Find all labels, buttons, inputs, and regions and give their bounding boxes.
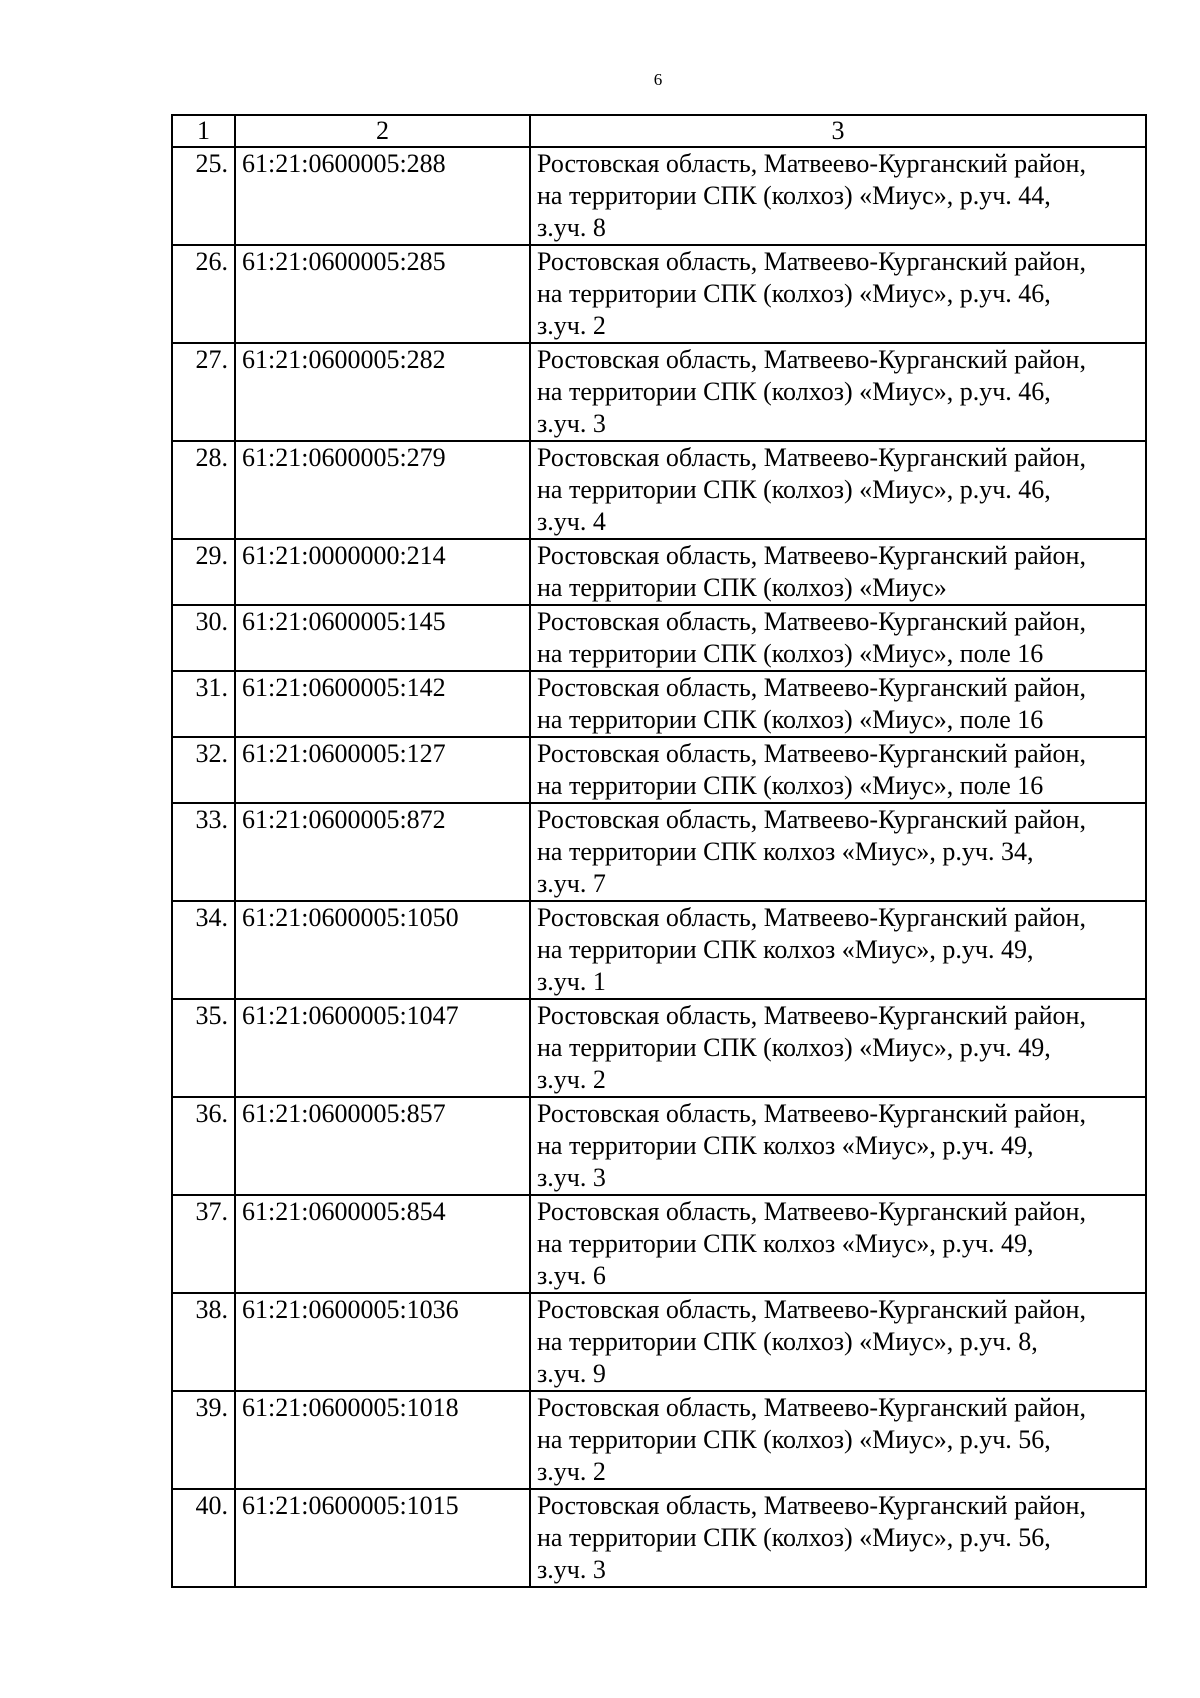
address-line: Ростовская область, Матвеево-Курганский район,	[537, 903, 1086, 932]
address-line: Ростовская область, Матвеево-Курганский район,	[537, 149, 1086, 178]
cadastral-number: 61:21:0600005:1036	[235, 1293, 530, 1391]
table-row	[172, 1195, 1146, 1293]
row-number: 29.	[172, 539, 235, 605]
row-number: 26.	[172, 245, 235, 343]
address-line: на территории СПК (колхоз) «Миус», р.уч. 44,	[537, 181, 1051, 210]
address-line: на территории СПК (колхоз) «Миус», р.уч. 46,	[537, 279, 1051, 308]
address-line: з.уч. 2	[537, 311, 606, 340]
address-line: на территории СПК колхоз «Миус», р.уч. 34,	[537, 837, 1034, 866]
address-cell	[530, 999, 1146, 1097]
column-header-1: 1	[172, 115, 235, 147]
cadastral-number: 61:21:0600005:127	[235, 737, 530, 803]
row-number: 27.	[172, 343, 235, 441]
column-header-3: 3	[530, 115, 1146, 147]
address-line: з.уч. 8	[537, 213, 606, 242]
address-cell	[530, 1097, 1146, 1195]
row-number: 36.	[172, 1097, 235, 1195]
address-cell	[530, 737, 1146, 803]
table-body	[172, 147, 1146, 1587]
cadastral-number: 61:21:0600005:872	[235, 803, 530, 901]
address-line: на территории СПК (колхоз) «Миус», р.уч. 56,	[537, 1425, 1051, 1454]
address-line: з.уч. 1	[537, 967, 606, 996]
table-row	[172, 245, 1146, 343]
cadastral-number: 61:21:0600005:1047	[235, 999, 530, 1097]
table-row	[172, 737, 1146, 803]
row-number: 39.	[172, 1391, 235, 1489]
row-number: 34.	[172, 901, 235, 999]
address-cell	[530, 147, 1146, 245]
address-line: на территории СПК (колхоз) «Миус», р.уч. 46,	[537, 377, 1051, 406]
address-line: з.уч. 3	[537, 1163, 606, 1192]
row-number: 31.	[172, 671, 235, 737]
page-number: 6	[653, 70, 663, 89]
address-cell	[530, 1293, 1146, 1391]
address-cell	[530, 671, 1146, 737]
table-row	[172, 671, 1146, 737]
row-number: 30.	[172, 605, 235, 671]
table-row	[172, 539, 1146, 605]
row-number: 25.	[172, 147, 235, 245]
address-line: Ростовская область, Матвеево-Курганский район,	[537, 805, 1086, 834]
table-row	[172, 1391, 1146, 1489]
address-line: з.уч. 3	[537, 1555, 606, 1584]
address-line: на территории СПК колхоз «Миус», р.уч. 49,	[537, 1229, 1034, 1258]
address-cell	[530, 1195, 1146, 1293]
address-cell	[530, 1489, 1146, 1587]
address-line: Ростовская область, Матвеево-Курганский район,	[537, 1491, 1086, 1520]
address-line: з.уч. 9	[537, 1359, 606, 1388]
address-cell	[530, 245, 1146, 343]
address-line: Ростовская область, Матвеево-Курганский район,	[537, 1099, 1086, 1128]
address-line: Ростовская область, Матвеево-Курганский район,	[537, 1393, 1086, 1422]
address-line: з.уч. 6	[537, 1261, 606, 1290]
address-line: Ростовская область, Матвеево-Курганский район,	[537, 247, 1086, 276]
row-number: 38.	[172, 1293, 235, 1391]
row-number: 32.	[172, 737, 235, 803]
cadastral-number: 61:21:0000000:214	[235, 539, 530, 605]
cadastral-number: 61:21:0600005:142	[235, 671, 530, 737]
row-number: 28.	[172, 441, 235, 539]
row-number: 37.	[172, 1195, 235, 1293]
row-number: 33.	[172, 803, 235, 901]
cadastral-number: 61:21:0600005:854	[235, 1195, 530, 1293]
table-row	[172, 1097, 1146, 1195]
row-number: 40.	[172, 1489, 235, 1587]
address-line: Ростовская область, Матвеево-Курганский район,	[537, 1001, 1086, 1030]
address-line: Ростовская область, Матвеево-Курганский район,	[537, 1295, 1086, 1324]
address-cell	[530, 441, 1146, 539]
land-plot-table	[171, 114, 1147, 1588]
address-line: з.уч. 7	[537, 869, 606, 898]
table-row	[172, 803, 1146, 901]
address-line: Ростовская область, Матвеево-Курганский район,	[537, 739, 1086, 768]
cadastral-number: 61:21:0600005:279	[235, 441, 530, 539]
address-line: з.уч. 4	[537, 507, 606, 536]
table-row	[172, 605, 1146, 671]
address-line: на территории СПК (колхоз) «Миус», поле 16	[537, 771, 1044, 800]
table-row	[172, 441, 1146, 539]
table-row	[172, 901, 1146, 999]
address-line: на территории СПК (колхоз) «Миус», р.уч. 56,	[537, 1523, 1051, 1552]
address-line: Ростовская область, Матвеево-Курганский район,	[537, 607, 1086, 636]
address-line: на территории СПК (колхоз) «Миус», поле 16	[537, 639, 1044, 668]
cadastral-number: 61:21:0600005:282	[235, 343, 530, 441]
cadastral-number: 61:21:0600005:288	[235, 147, 530, 245]
address-line: з.уч. 2	[537, 1065, 606, 1094]
table-row	[172, 1489, 1146, 1587]
address-cell	[530, 343, 1146, 441]
address-line: на территории СПК колхоз «Миус», р.уч. 49,	[537, 1131, 1034, 1160]
address-line: Ростовская область, Матвеево-Курганский район,	[537, 443, 1086, 472]
address-line: з.уч. 3	[537, 409, 606, 438]
table-row	[172, 1293, 1146, 1391]
address-cell	[530, 1391, 1146, 1489]
address-line: на территории СПК (колхоз) «Миус», р.уч. 46,	[537, 475, 1051, 504]
cadastral-number: 61:21:0600005:1015	[235, 1489, 530, 1587]
cadastral-number: 61:21:0600005:857	[235, 1097, 530, 1195]
column-header-2: 2	[235, 115, 530, 147]
address-line: Ростовская область, Матвеево-Курганский район,	[537, 345, 1086, 374]
address-line: Ростовская область, Матвеево-Курганский район,	[537, 1197, 1086, 1226]
cadastral-number: 61:21:0600005:1018	[235, 1391, 530, 1489]
address-cell	[530, 901, 1146, 999]
table-row	[172, 999, 1146, 1097]
cadastral-number: 61:21:0600005:285	[235, 245, 530, 343]
table-row	[172, 147, 1146, 245]
address-cell	[530, 605, 1146, 671]
address-line: на территории СПК (колхоз) «Миус»	[537, 573, 947, 602]
table-row	[172, 343, 1146, 441]
address-cell	[530, 539, 1146, 605]
address-cell	[530, 803, 1146, 901]
cadastral-number: 61:21:0600005:1050	[235, 901, 530, 999]
address-line: на территории СПК колхоз «Миус», р.уч. 49,	[537, 935, 1034, 964]
cadastral-number: 61:21:0600005:145	[235, 605, 530, 671]
row-number: 35.	[172, 999, 235, 1097]
table-header-row	[172, 115, 1146, 147]
address-line: Ростовская область, Матвеево-Курганский район,	[537, 541, 1086, 570]
address-line: Ростовская область, Матвеево-Курганский район,	[537, 673, 1086, 702]
address-line: на территории СПК (колхоз) «Миус», р.уч. 8,	[537, 1327, 1038, 1356]
address-line: на территории СПК (колхоз) «Миус», поле 16	[537, 705, 1044, 734]
address-line: на территории СПК (колхоз) «Миус», р.уч. 49,	[537, 1033, 1051, 1062]
address-line: з.уч. 2	[537, 1457, 606, 1486]
